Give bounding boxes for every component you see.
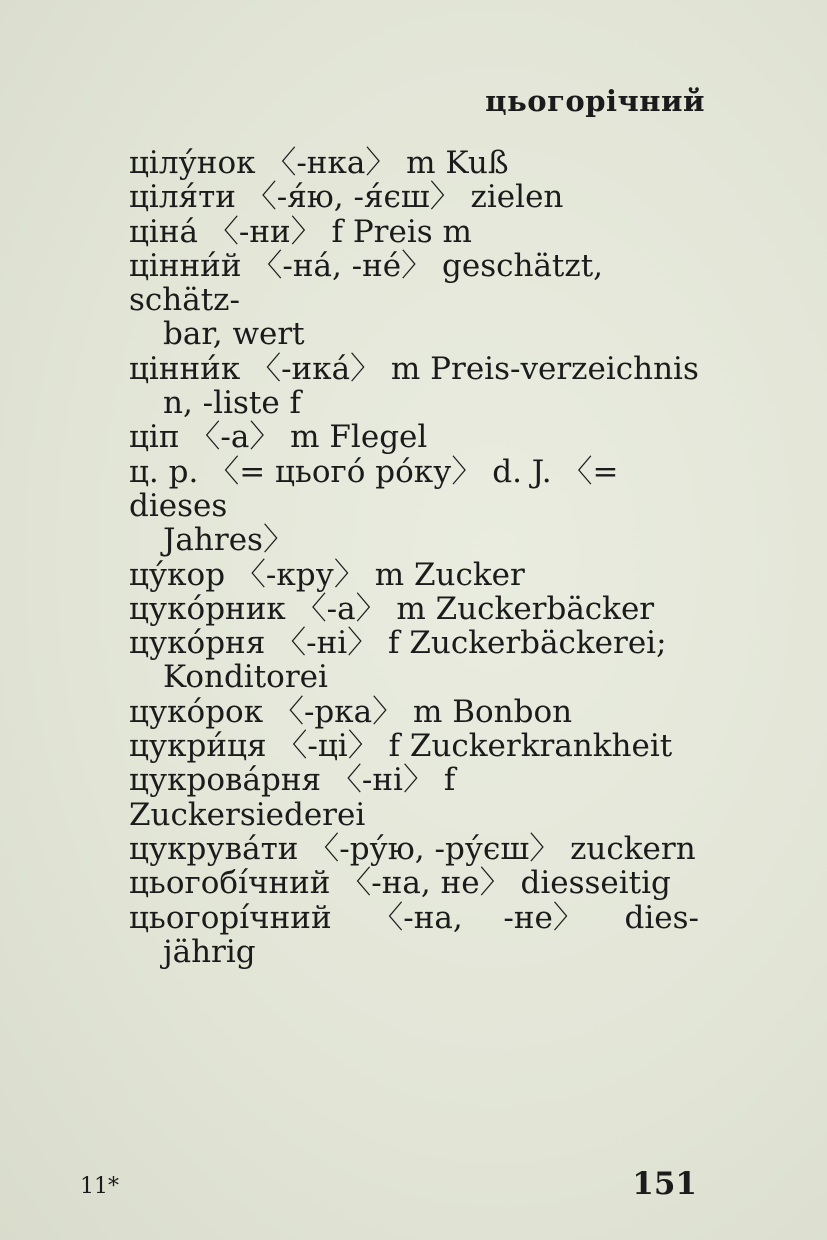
entry-line: цуко́рня 〈-ні〉 f Zuckerbäckerei; [129, 625, 667, 662]
entry-continuation: bar, wert [163, 316, 305, 353]
entry-word: 〈-на, [372, 899, 463, 936]
entry-line: цьогобі́чний 〈-на, не〉 diesseitig [129, 865, 671, 902]
entry-line: цукри́ця 〈-ці〉 f Zuckerkrankheit [129, 728, 673, 765]
entry-continuation: jährig [163, 933, 256, 970]
running-head: цьогорічний [485, 84, 705, 118]
entry-continuation: Jahres〉 [163, 522, 294, 559]
signature-mark: 11* [80, 1174, 119, 1199]
entry-line: цуко́рок 〈-рка〉 m Bonbon [129, 693, 573, 730]
entry-word: dies- [624, 899, 699, 936]
entry-line: цукрова́рня 〈-ні〉 f Zuckersiederei [129, 762, 456, 833]
entry-list [129, 146, 699, 969]
entry-line: ціп 〈-а〉 m Flegel [129, 419, 428, 456]
entry-continuation: n, -liste f [163, 385, 302, 422]
entry-line: ціна́ 〈-ни〉 f Preis m [129, 213, 472, 250]
entry-word: -не〉 [503, 899, 584, 936]
entry-line-justified [129, 901, 699, 935]
entry-word: цьогорі́чний [129, 899, 332, 936]
entry-line: цу́кор 〈-кру〉 m Zucker [129, 556, 525, 593]
entry-line: цуко́рник 〈-а〉 m Zuckerbäcker [129, 590, 655, 627]
entry-line: ц. р. 〈= цього́ ро́ку〉 d. J. 〈= dieses [129, 453, 619, 524]
entry-line: ціля́ти 〈-я́ю, -я́єш〉 zielen [129, 179, 564, 216]
entry-line: цукрува́ти 〈-ру́ю, -ру́єш〉 zuckern [129, 830, 696, 867]
entry-line: цілу́нок 〈-нка〉 m Kuß [129, 145, 509, 181]
entry-continuation: Konditorei [163, 659, 328, 696]
entry-line: цінни́й 〈-на́, -не́〉 geschätzt, schätz- [129, 247, 604, 319]
entry-line: цінни́к 〈-ика́〉 m Preis-verzeichnis [129, 350, 699, 387]
page-number: 151 [632, 1166, 697, 1202]
